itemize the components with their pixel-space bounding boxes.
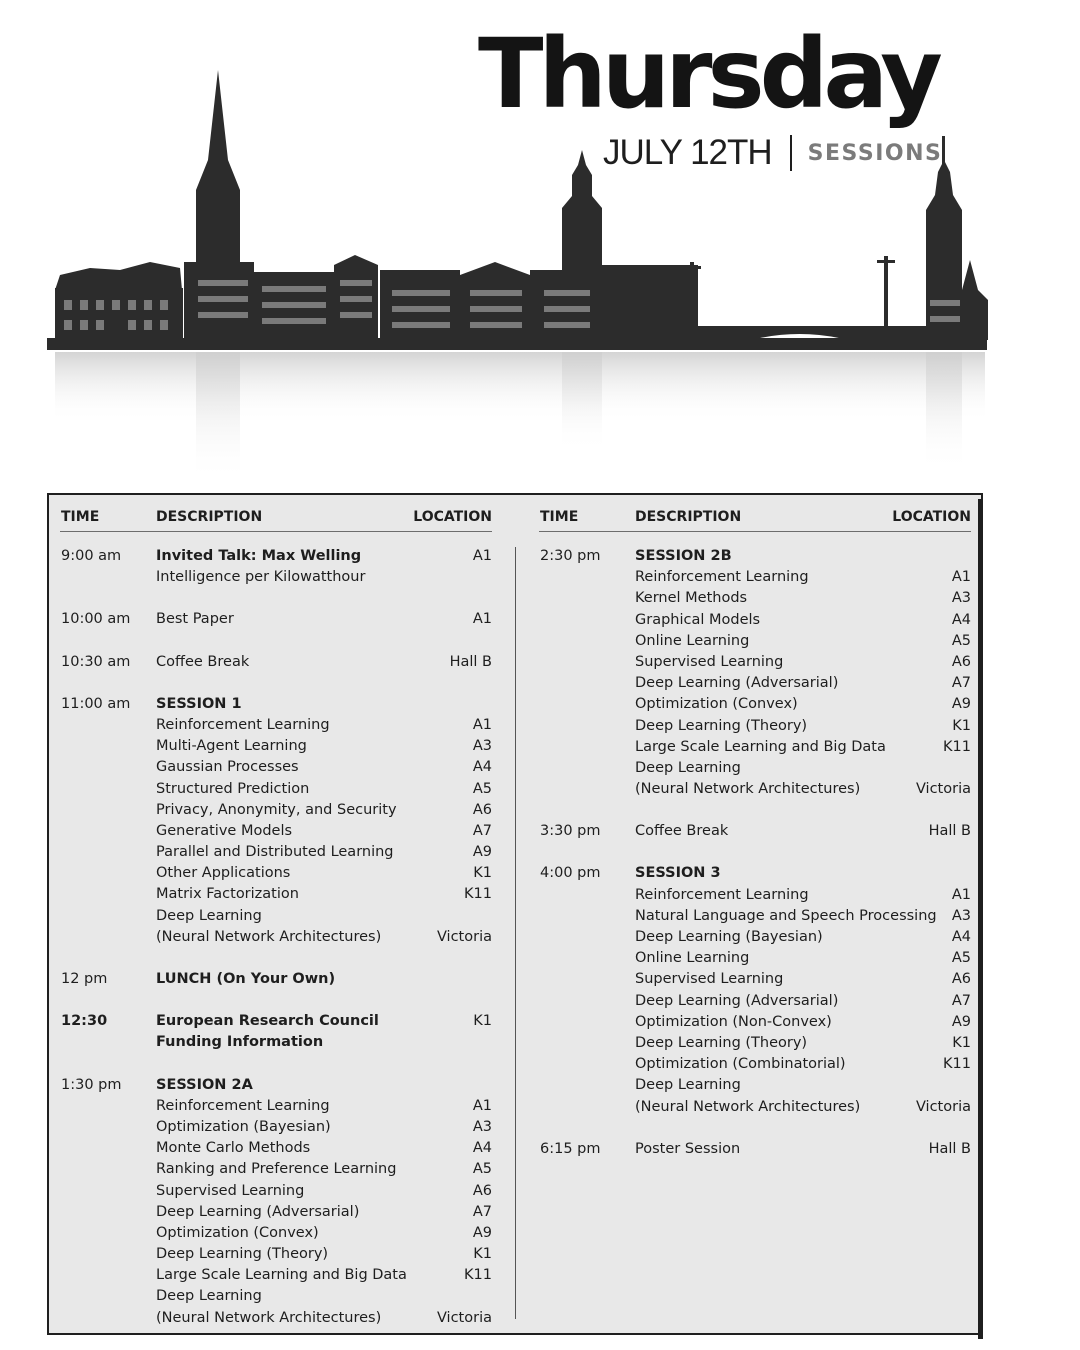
- entry-location: Hall B: [449, 653, 492, 670]
- table-header: [539, 495, 971, 532]
- entry-description: Supervised Learning: [635, 653, 784, 670]
- schedule-line: [60, 1117, 492, 1138]
- schedule-line: [539, 1054, 971, 1075]
- entry-description: Deep Learning (Bayesian): [635, 929, 823, 945]
- schedule-line: [539, 652, 971, 673]
- entry-location: Hall B: [928, 1140, 971, 1157]
- left-entries: [60, 532, 492, 1329]
- entry-description: Deep Learning: [635, 759, 741, 776]
- left-column: [60, 495, 492, 1350]
- schedule-line: [539, 821, 971, 842]
- entry-description: Deep Learning: [156, 1288, 262, 1305]
- entry-time: 4:00 pm: [540, 865, 601, 882]
- schedule-line: [539, 779, 971, 800]
- schedule-line: [539, 969, 971, 990]
- entry-time: 12:30: [61, 1013, 108, 1030]
- header-description: DESCRIPTION: [635, 509, 742, 525]
- entry-time: 6:15 pm: [540, 1140, 601, 1157]
- city-skyline-illustration: [0, 60, 1080, 490]
- table-header: [60, 495, 492, 532]
- schedule-line: [60, 1032, 492, 1053]
- entry-description: Optimization (Bayesian): [156, 1118, 331, 1135]
- schedule-line: [539, 948, 971, 969]
- schedule-line: [60, 1181, 492, 1202]
- schedule-entry: [60, 1011, 492, 1053]
- entry-location: Victoria: [436, 1309, 492, 1326]
- entry-description: (Neural Network Architectures): [635, 781, 861, 798]
- entry-description: Best Paper: [156, 611, 234, 628]
- entry-description: Deep Learning (Theory): [635, 717, 808, 734]
- schedule-line: [60, 863, 492, 884]
- schedule-line: [60, 1075, 492, 1096]
- schedule-line: [60, 821, 492, 842]
- entry-location: A6: [951, 653, 971, 670]
- entry-location: A3: [472, 738, 492, 755]
- schedule-line: [60, 1202, 492, 1223]
- schedule-entry: [539, 821, 971, 842]
- schedule-line: [539, 588, 971, 609]
- schedule-line: [60, 1159, 492, 1180]
- entry-location: K1: [952, 1034, 971, 1051]
- entry-location: K1: [473, 1246, 492, 1263]
- entry-description: Reinforcement Learning: [635, 886, 809, 903]
- entry-description: Optimization (Non-Convex): [635, 1013, 832, 1030]
- schedule-entry: [539, 1139, 971, 1160]
- schedule-line: [60, 1223, 492, 1244]
- entry-description: SESSION 1: [156, 695, 242, 712]
- schedule-line: [539, 1033, 971, 1054]
- entry-time: 10:00 am: [61, 611, 131, 628]
- entry-description: Deep Learning: [635, 1077, 741, 1094]
- entry-location: A5: [951, 950, 971, 967]
- entry-description: Supervised Learning: [156, 1182, 305, 1199]
- schedule-line: [60, 779, 492, 800]
- entry-description: Reinforcement Learning: [635, 569, 809, 586]
- entry-description: Multi-Agent Learning: [156, 738, 307, 755]
- entry-location: A9: [472, 1224, 492, 1241]
- schedule-line: [539, 927, 971, 948]
- entry-location: A3: [472, 1118, 492, 1135]
- entry-time: 10:30 am: [61, 653, 131, 670]
- entry-description: Deep Learning (Adversarial): [635, 992, 839, 1009]
- schedule-line: [539, 716, 971, 737]
- schedule-line: [539, 863, 971, 884]
- schedule-line: [60, 757, 492, 778]
- schedule-entry: [60, 546, 492, 588]
- entry-location: A1: [472, 611, 492, 628]
- entry-location: A6: [472, 1182, 492, 1199]
- schedule-line: [539, 885, 971, 906]
- entry-description: Online Learning: [635, 950, 750, 967]
- entry-description: Invited Talk: Max Welling: [156, 548, 362, 564]
- entry-location: Victoria: [915, 781, 971, 798]
- entry-description: (Neural Network Architectures): [156, 928, 382, 945]
- schedule-entry: [539, 546, 971, 800]
- entry-description: Deep Learning (Adversarial): [156, 1203, 360, 1220]
- entry-location: A1: [472, 716, 492, 733]
- entry-description: Online Learning: [635, 632, 750, 649]
- entry-description: Optimization (Combinatorial): [635, 1056, 846, 1073]
- entry-description: Optimization (Convex): [635, 696, 798, 713]
- entry-location: A4: [472, 759, 492, 776]
- entry-location: K1: [952, 717, 971, 734]
- date-label: JULY 12TH: [603, 133, 772, 172]
- entry-location: A1: [472, 548, 492, 564]
- entry-location: A7: [472, 822, 492, 839]
- schedule-line: [60, 694, 492, 715]
- schedule-line: [539, 906, 971, 927]
- schedule-line: [60, 1265, 492, 1286]
- schedule-line: [539, 1139, 971, 1160]
- entry-time: 12 pm: [61, 971, 108, 987]
- column-divider: [515, 547, 516, 1319]
- entry-location: A6: [951, 971, 971, 988]
- schedule-line: [60, 1244, 492, 1265]
- schedule-line: [539, 610, 971, 631]
- entry-description: SESSION 2A: [156, 1076, 253, 1093]
- schedule-line: [60, 1138, 492, 1159]
- header-description: DESCRIPTION: [156, 509, 263, 525]
- entry-location: A7: [951, 992, 971, 1009]
- entry-description: SESSION 2B: [635, 548, 732, 564]
- schedule-line: [539, 567, 971, 588]
- entry-time: 1:30 pm: [61, 1076, 122, 1093]
- entry-location: A5: [472, 1161, 492, 1178]
- entry-description: Coffee Break: [156, 653, 250, 670]
- schedule-entry: [60, 694, 492, 948]
- entry-location: A7: [472, 1203, 492, 1220]
- entry-description: Gaussian Processes: [156, 759, 299, 776]
- schedule-entry: [539, 863, 971, 1117]
- entry-location: A9: [951, 1013, 971, 1030]
- schedule-entry: [60, 969, 492, 990]
- entry-description: Matrix Factorization: [156, 886, 299, 903]
- entry-description: Large Scale Learning and Big Data: [156, 1267, 407, 1284]
- entry-description: Structured Prediction: [156, 780, 310, 797]
- entry-description: Reinforcement Learning: [156, 1097, 330, 1114]
- schedule-line: [60, 736, 492, 757]
- entry-location: A4: [472, 1140, 492, 1157]
- schedule-line: [60, 906, 492, 927]
- entry-description: Graphical Models: [635, 611, 761, 628]
- right-entries: [539, 532, 971, 1160]
- entry-description: Deep Learning (Adversarial): [635, 675, 839, 692]
- schedule-line: [539, 673, 971, 694]
- entry-description: Supervised Learning: [635, 971, 784, 988]
- entry-description: (Neural Network Architectures): [156, 1309, 382, 1326]
- entry-location: K11: [464, 886, 492, 903]
- schedule-line: [60, 969, 492, 990]
- entry-description: Funding Information: [156, 1034, 324, 1051]
- entry-location: A3: [951, 907, 971, 924]
- entry-description: Privacy, Anonymity, and Security: [156, 801, 397, 818]
- entry-time: 2:30 pm: [540, 548, 601, 564]
- entry-location: Hall B: [928, 823, 971, 840]
- schedule-line: [60, 567, 492, 588]
- schedule-line: [60, 1011, 492, 1032]
- entry-description: Kernel Methods: [635, 590, 748, 607]
- entry-location: A6: [472, 801, 492, 818]
- entry-description: Natural Language and Speech Processing: [635, 907, 937, 924]
- entry-description: Ranking and Preference Learning: [156, 1161, 397, 1178]
- entry-location: A4: [951, 929, 971, 945]
- schedule-line: [60, 842, 492, 863]
- page-title: Thursday: [478, 18, 938, 130]
- entry-location: A1: [472, 1097, 492, 1114]
- schedule-line: [60, 609, 492, 630]
- entry-description: Deep Learning (Theory): [156, 1246, 329, 1263]
- schedule-line: [539, 758, 971, 779]
- entry-time: 3:30 pm: [540, 823, 601, 840]
- entry-location: K1: [473, 1013, 492, 1030]
- entry-location: A3: [951, 590, 971, 607]
- schedule-line: [60, 652, 492, 673]
- schedule-line: [60, 927, 492, 948]
- header-time: TIME: [61, 509, 100, 525]
- header-location: LOCATION: [413, 509, 492, 525]
- schedule-line: [60, 715, 492, 736]
- schedule-table: [47, 493, 983, 1335]
- schedule-line: [60, 800, 492, 821]
- schedule-entry: [60, 1075, 492, 1329]
- entry-location: K1: [473, 865, 492, 882]
- sessions-label: SESSIONS: [807, 140, 943, 166]
- entry-location: Victoria: [436, 928, 492, 945]
- entry-description: Large Scale Learning and Big Data: [635, 738, 886, 755]
- entry-location: A4: [951, 611, 971, 628]
- schedule-line: [60, 1096, 492, 1117]
- schedule-entry: [60, 609, 492, 630]
- entry-location: A9: [472, 844, 492, 861]
- entry-description: Parallel and Distributed Learning: [156, 844, 394, 861]
- schedule-line: [60, 884, 492, 905]
- schedule-line: [539, 546, 971, 567]
- entry-location: A5: [951, 632, 971, 649]
- entry-description: Other Applications: [156, 865, 291, 882]
- schedule-line: [60, 546, 492, 567]
- entry-description: Poster Session: [635, 1140, 741, 1157]
- header-time: TIME: [540, 509, 579, 525]
- entry-location: A1: [951, 569, 971, 586]
- schedule-line: [60, 1286, 492, 1307]
- entry-location: A1: [951, 886, 971, 903]
- schedule-line: [539, 1012, 971, 1033]
- header-location: LOCATION: [892, 509, 971, 525]
- schedule-line: [539, 991, 971, 1012]
- right-column: [539, 495, 971, 1181]
- water-reflection: [55, 352, 985, 482]
- entry-location: A7: [951, 675, 971, 692]
- schedule-line: [539, 694, 971, 715]
- schedule-line: [60, 1308, 492, 1329]
- entry-description: Intelligence per Kilowatthour: [156, 569, 366, 586]
- schedule-line: [539, 1075, 971, 1096]
- entry-location: Victoria: [915, 1098, 971, 1115]
- entry-description: Generative Models: [156, 822, 293, 839]
- entry-location: A5: [472, 780, 492, 797]
- schedule-line: [539, 631, 971, 652]
- entry-location: K11: [464, 1267, 492, 1284]
- entry-description: Optimization (Convex): [156, 1224, 319, 1241]
- entry-description: Deep Learning: [156, 907, 262, 924]
- entry-description: Coffee Break: [635, 823, 729, 840]
- entry-description: European Research Council: [156, 1013, 379, 1030]
- schedule-line: [539, 737, 971, 758]
- entry-description: Deep Learning (Theory): [635, 1034, 808, 1051]
- entry-time: 9:00 am: [61, 548, 122, 564]
- entry-location: K11: [943, 1056, 971, 1073]
- entry-time: 11:00 am: [61, 695, 131, 712]
- schedule-entry: [60, 652, 492, 673]
- entry-location: A9: [951, 696, 971, 713]
- schedule-line: [539, 1097, 971, 1118]
- entry-description: (Neural Network Architectures): [635, 1098, 861, 1115]
- entry-description: SESSION 3: [635, 865, 721, 882]
- entry-description: LUNCH (On Your Own): [156, 971, 336, 987]
- entry-location: K11: [943, 738, 971, 755]
- entry-description: Reinforcement Learning: [156, 716, 330, 733]
- entry-description: Monte Carlo Methods: [156, 1140, 311, 1157]
